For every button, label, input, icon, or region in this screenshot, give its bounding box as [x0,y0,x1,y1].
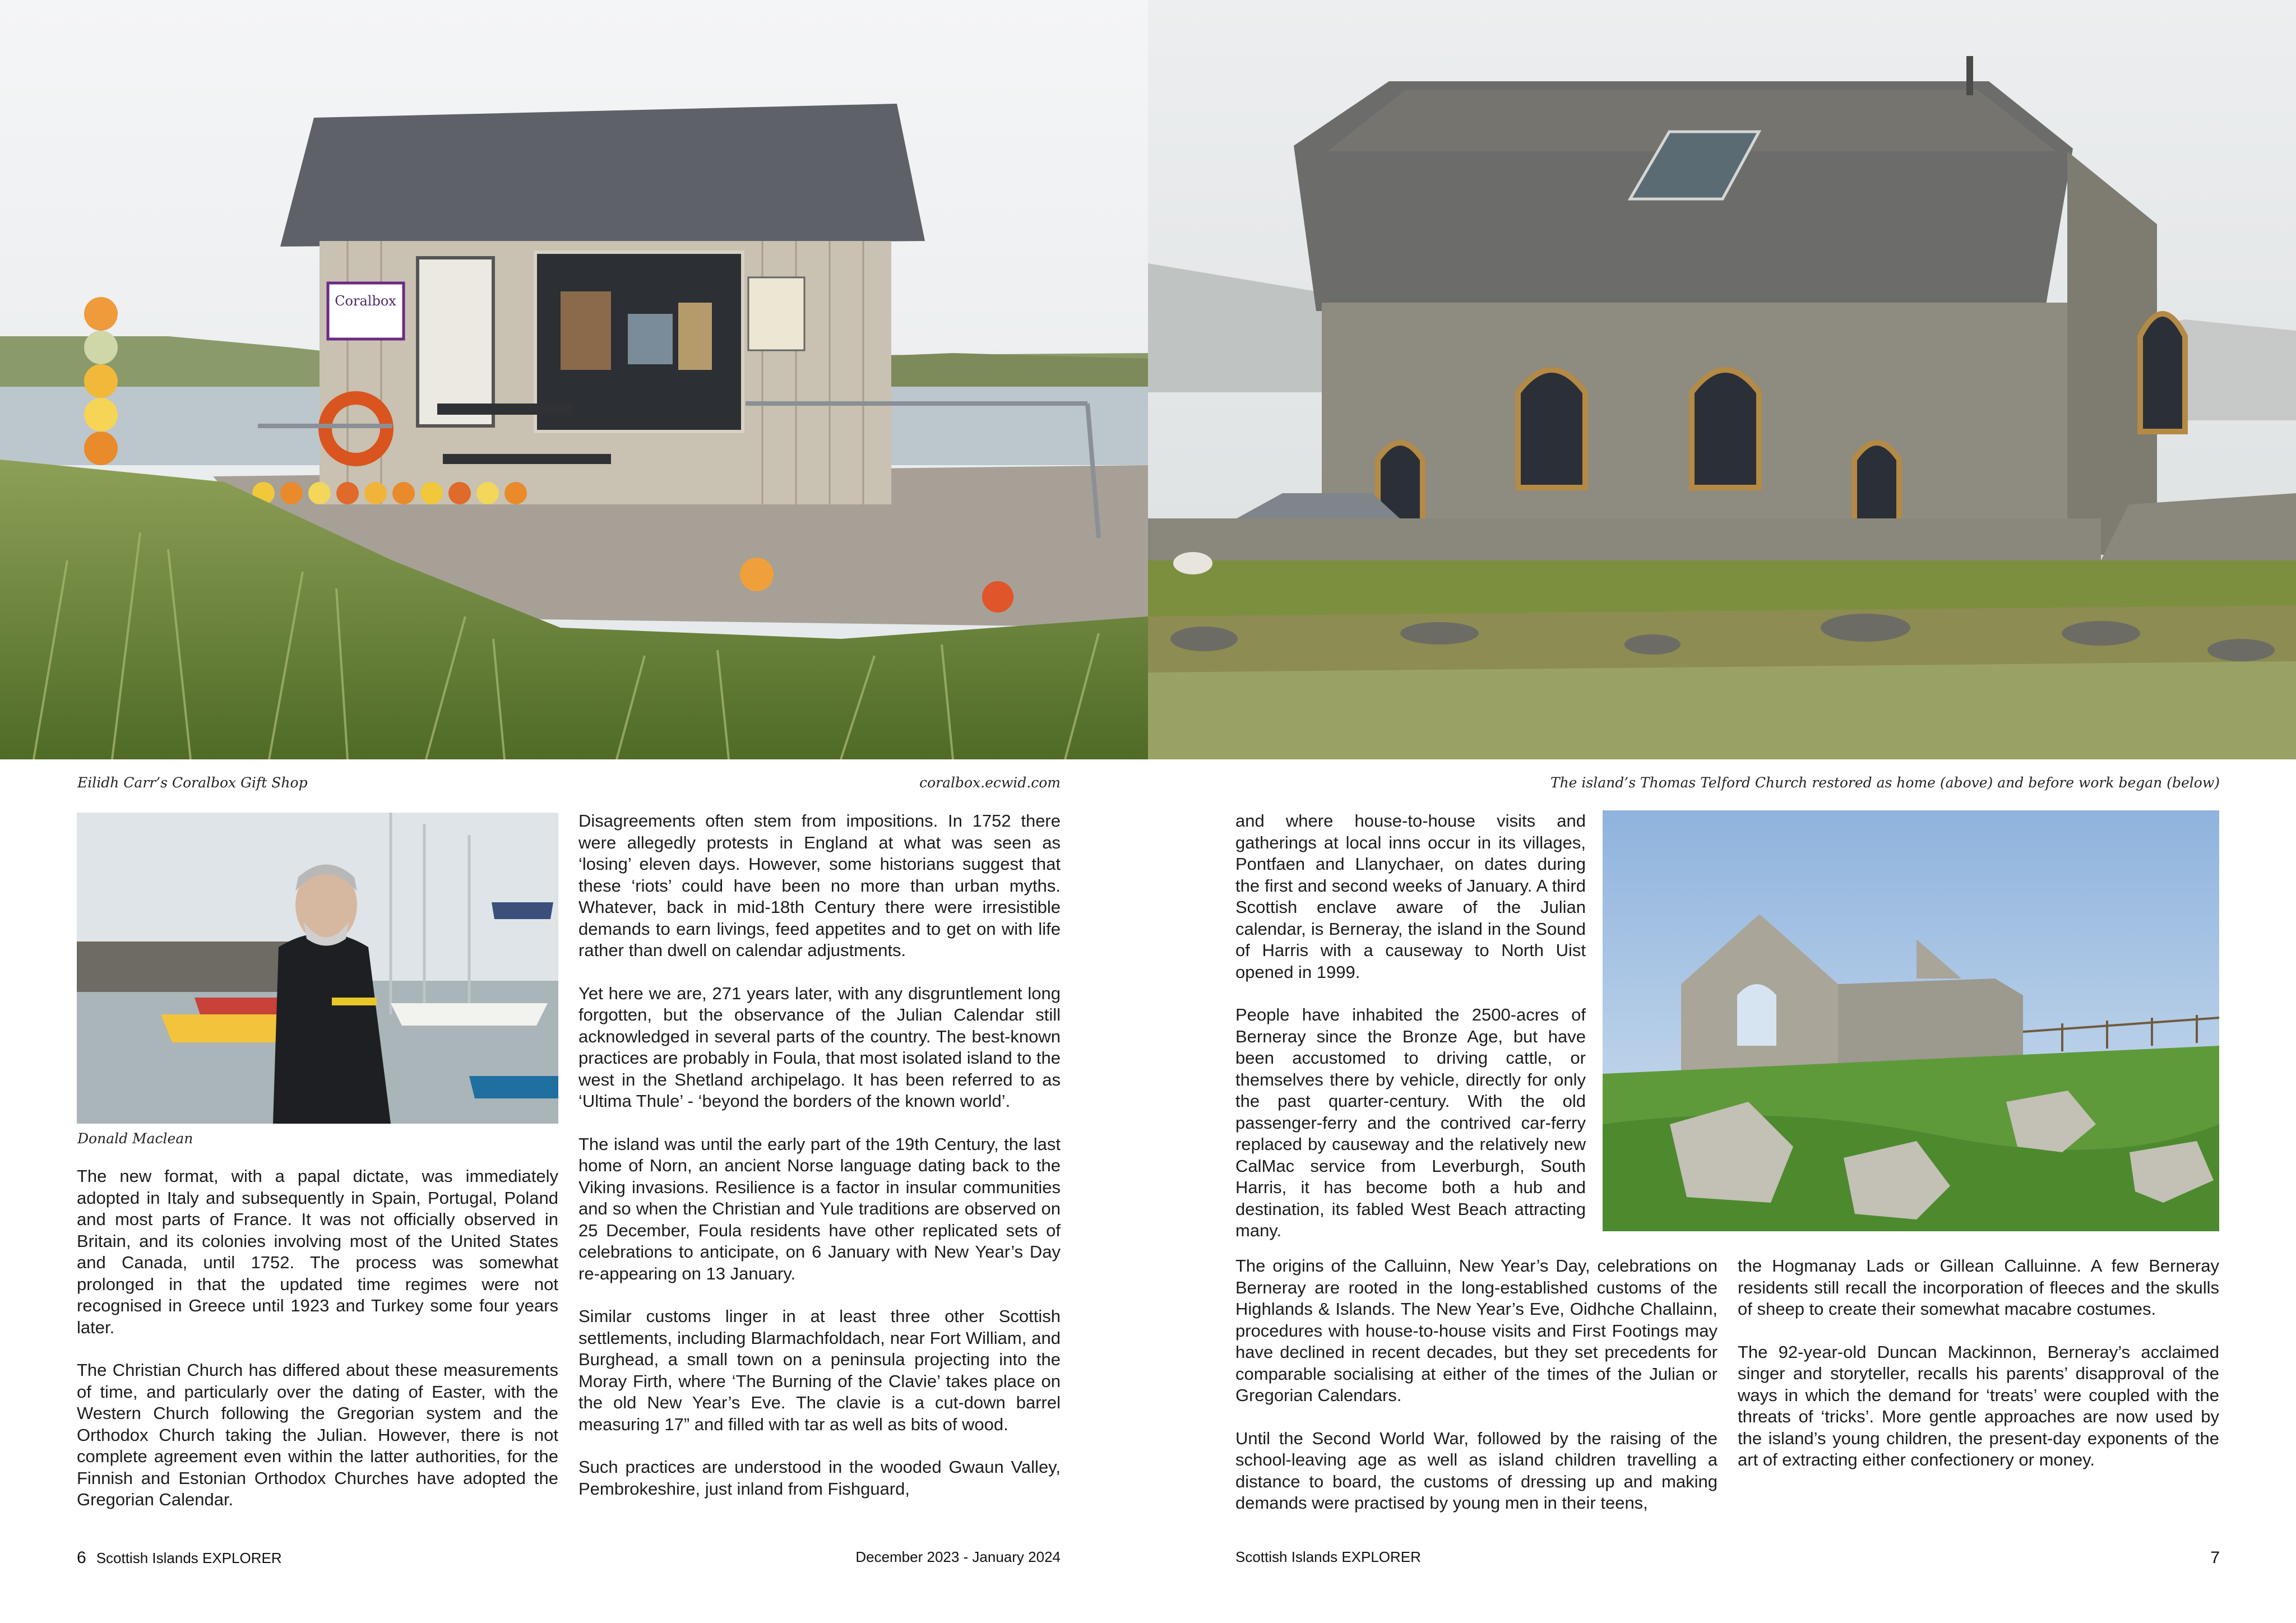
page-number: 6 [77,1548,86,1567]
paragraph: and where house-to-house visits and gatherings at local inns occur in its villages, Pontfaen and Llanychaer, on dates during the first and second weeks of January. A third Scottish enclave aware of the Julian calendar, is Berneray, the island in the Sound of Harris with a causeway to North Uist opened in 1999. [1235,811,1586,982]
paragraph: Until the Second World War, followed by the raising of the school-leaving age as well as island children travelling a distance to board, the customs of dressing up and making demands were practised by young men in their teens, [1235,1428,1718,1513]
footer-issue-date: December 2023 - January 2024 [855,1548,1061,1565]
paragraph: Similar customs linger in at least three other Scottish settlements, including Blarmachfoldach, near Fort William, and Burghead, a small town on a peninsula projecting into the Moray Firth, where ‘The Burning of the Clavie’ takes place on the old New Year’s Eve. The clavie is a cut-down barrel measuring 17” and filled with tar as well as bits of wood. [578,1306,1061,1434]
footer-left [77,1548,282,1568]
paragraph: The new format, with a papal dictate, was immediately adopted in Italy and subsequently in Spain, Portugal, Poland and most parts of France. It was not officially observed in Britain, and its colonies involving most of the United States and Canada, until 1752. The process was somewhat prolonged in that the updated time regimes were not recognised in Greece until 1923 and Turkey some four years later. [77,1166,558,1337]
paragraph: The 92-year-old Duncan Mackinnon, Berneray’s acclaimed singer and storyteller, recalls his parents’ disapproval of the ways in which the demand for ‘treats’ were coupled with the threats of ‘tricks’. More gentle approaches are now used by the island’s young children, the present-day exponents of the art of extracting either confectionery or money. [1738,1342,2219,1469]
paragraph: The Christian Church has differed about these measurements of time, and particularly over the dating of Easter, with the Western Church following the Gregorian system and the Orthodox Church taking the Julian. However, there is not complete agreement even within the latter authorities, for the Finnish and Estonian Orthodox Churches have adopted the Gregorian Calendar. [77,1360,558,1509]
church-caption: The island’s Thomas Telford Church restored as home (above) and before work began (below) [1550,775,2220,791]
svg-text:Coralbox: Coralbox [335,293,396,309]
paragraph: the Hogmanay Lads or Gillean Calluinne. A few Berneray residents still recall the incorporation of fleeces and the skulls of sheep to create their somewhat macabre costumes. [1738,1256,2219,1319]
article-column-4 [1738,1255,2219,1471]
paragraph: People have inhabited the 2500-acres of Berneray since the Bronze Age, but have been accustomed to driving cattle, or themselves there by vehicle, directly for only the past quarter-century. With the old passenger-ferry and the contrived car-ferry replaced by causeway and the relatively new CalMac service from Leverburgh, South Harris, it has become both a hub and destination, its fabled West Beach attracting many. [1235,1005,1586,1240]
paragraph: Yet here we are, 271 years later, with any disgruntlement long forgotten, but the observance of the Julian Calendar still acknowledged in several parts of the country. The best-known practices are probably in Foula, that most isolated island to the west in the Shetland archipelago. It has been referred to as ‘Ultima Thule’ - ‘beyond the borders of the known world’. [578,983,1061,1111]
photo-caption-url: coralbox.ecwid.com [919,775,1061,791]
article-column-1 [77,1166,558,1511]
photo-caption-left: Eilidh Carr’s Coralbox Gift Shop [77,775,308,791]
article-column-3-top [1235,810,1586,1242]
donald-maclean-portrait [77,813,558,1124]
coralbox-shop-photo [0,0,1148,759]
article-column-3-bottom [1235,1255,1718,1514]
restored-church-photo [1148,0,2296,759]
magazine-name: Scottish Islands EXPLORER [96,1550,282,1566]
portrait-caption: Donald Maclean [77,1130,193,1147]
article-column-2 [578,810,1061,1500]
paragraph: The island was until the early part of the 19th Century, the last home of Norn, an ancient Norse language dating back to the Viking invasions. Resilience is a factor in insular communities and so when the Christian and Yule traditions are observed on 25 December, Foula residents have other replicated sets of celebrations to anticipate, on 6 January with New Year’s Day re-appearing on 13 January. [578,1134,1061,1283]
paragraph: Such practices are understood in the wooded Gwaun Valley, Pembrokeshire, just inland from Fishguard, [578,1457,1061,1499]
paragraph: Disagreements often stem from impositions. In 1752 there were allegedly protests in England at what was seen as ‘losing’ eleven days. However, some historians suggest that these ‘riots’ could have been no more than urban myths. Whatever, back in mid-18th Century there were irresistible demands to earn livings, feed appetites and to get on with life rather than dwell on calendar adjustments. [578,811,1061,960]
footer-right-magazine: Scottish Islands EXPLORER [1235,1548,1421,1565]
church-ruin-photo [1603,810,2219,1231]
paragraph: The origins of the Calluinn, New Year’s Day, celebrations on Berneray are rooted in the long-established customs of the Highlands & Islands. The New Year’s Eve, Oidhche Challainn, procedures with house-to-house visits and First Footings may have declined in recent decades, but they set precedents for comparable socialising at either of the times of the Julian or Gregorian Calendars. [1235,1256,1718,1405]
page-number: 7 [2210,1548,2220,1567]
footer-right-page-number [2210,1548,2220,1568]
